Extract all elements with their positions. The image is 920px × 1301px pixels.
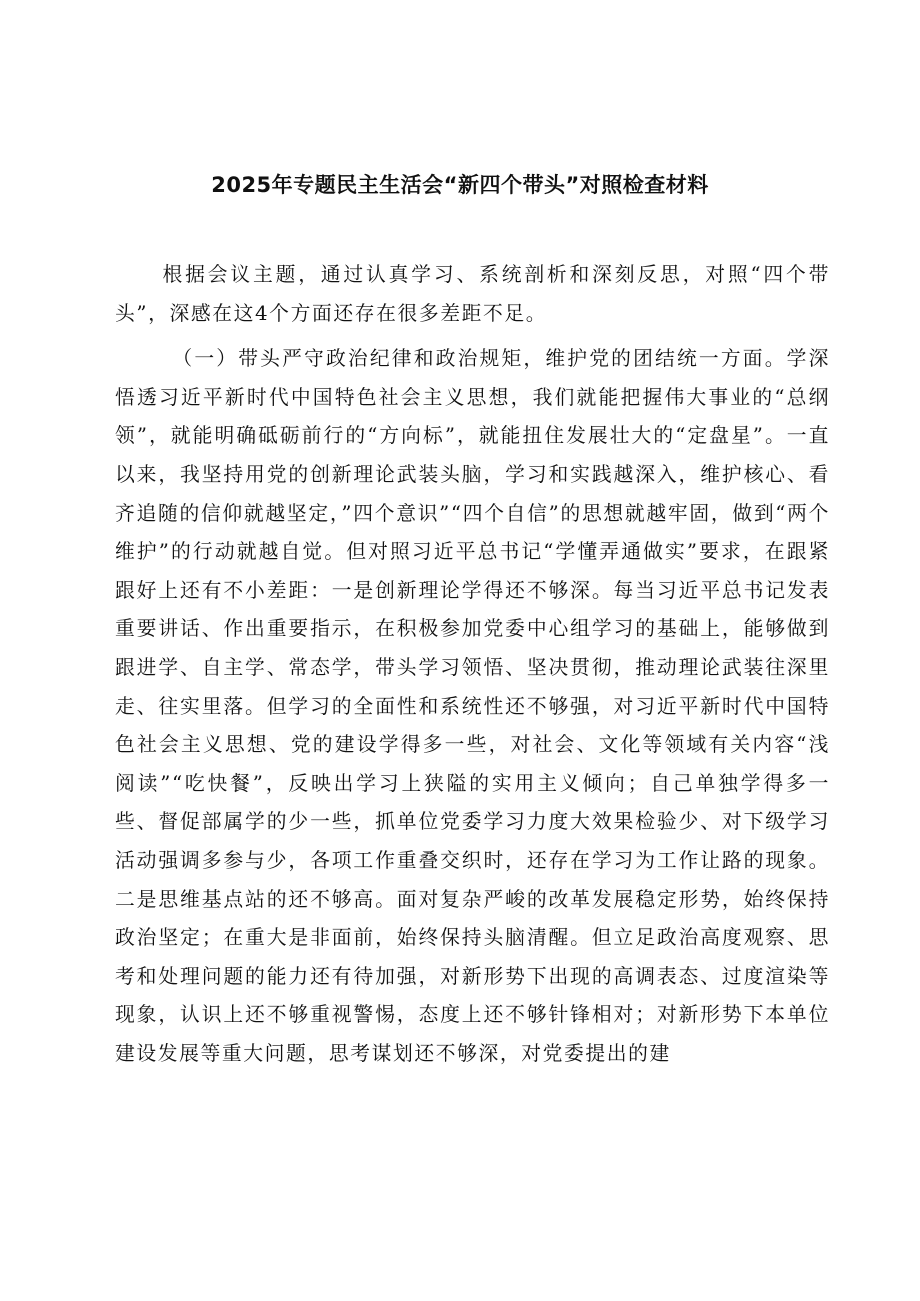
section-one-paragraph: （一）带头严守政治纪律和政治规矩，维护党的团结统一方面。学深悟透习近平新时代中国特色社会主义思想，我们就能把握伟大事业的“总纲领”，就能明确砥砺前行的“方向标”，就能扭住发展壮大的“定盘星”。一直以来，我坚持用党的创新理论武装头脑，学习和实践越深入，维护核心、看齐追随的信仰就越坚定，”四个意识”“四个自信”的思想就越牢固，做到“两个维护”的行动就越自觉。但对照习近平总书记“学懂弄通做实”要求，在跟紧跟好上还有不小差距：一是创新理论学得还不够深。每当习近平总书记发表重要讲话、作出重要指示，在积极参加党委中心组学习的基础上，能够做到跟进学、自主学、常态学，带头学习领悟、坚决贯彻，推动理论武装往深里走、往实里落。但学习的全面性和系统性还不够强，对习近平新时代中国特色社会主义思想、党的建设学得多一些，对社会、文化等领域有关内容“浅阅读”“吃快餐”，反映出学习上狭隘的实用主义倾向；自己单独学得多一些、督促部属学的少一些，抓单位党委学习力度大效果检验少、对下级学习活动强调多参与少，各项工作重叠交织时，还存在学习为工作让路的现象。二是思维基点站的还不够高。面对复杂严峻的改革发展稳定形势，始终保持政治坚定；在重大是非面前，始终保持头脑清醒。但立足政治高度观察、思考和处理问题的能力还有待加强，对新形势下出现的高调表态、过度渲染等现象，认识上还不够重视警惕，态度上还不够针锋相对；对新形势下本单位建设发展等重大问题，思考谋划还不够深，对党委提出的建 [115,347,830,1065]
document-title: 2025年专题民主生活会“新四个带头”对照检查材料 [211,173,709,197]
document-body [115,256,830,1073]
intro-paragraph: 根据会议主题，通过认真学习、系统剖析和深刻反思，对照“四个带头”，深感在这4个方面还存在很多差距不足。 [115,263,830,325]
